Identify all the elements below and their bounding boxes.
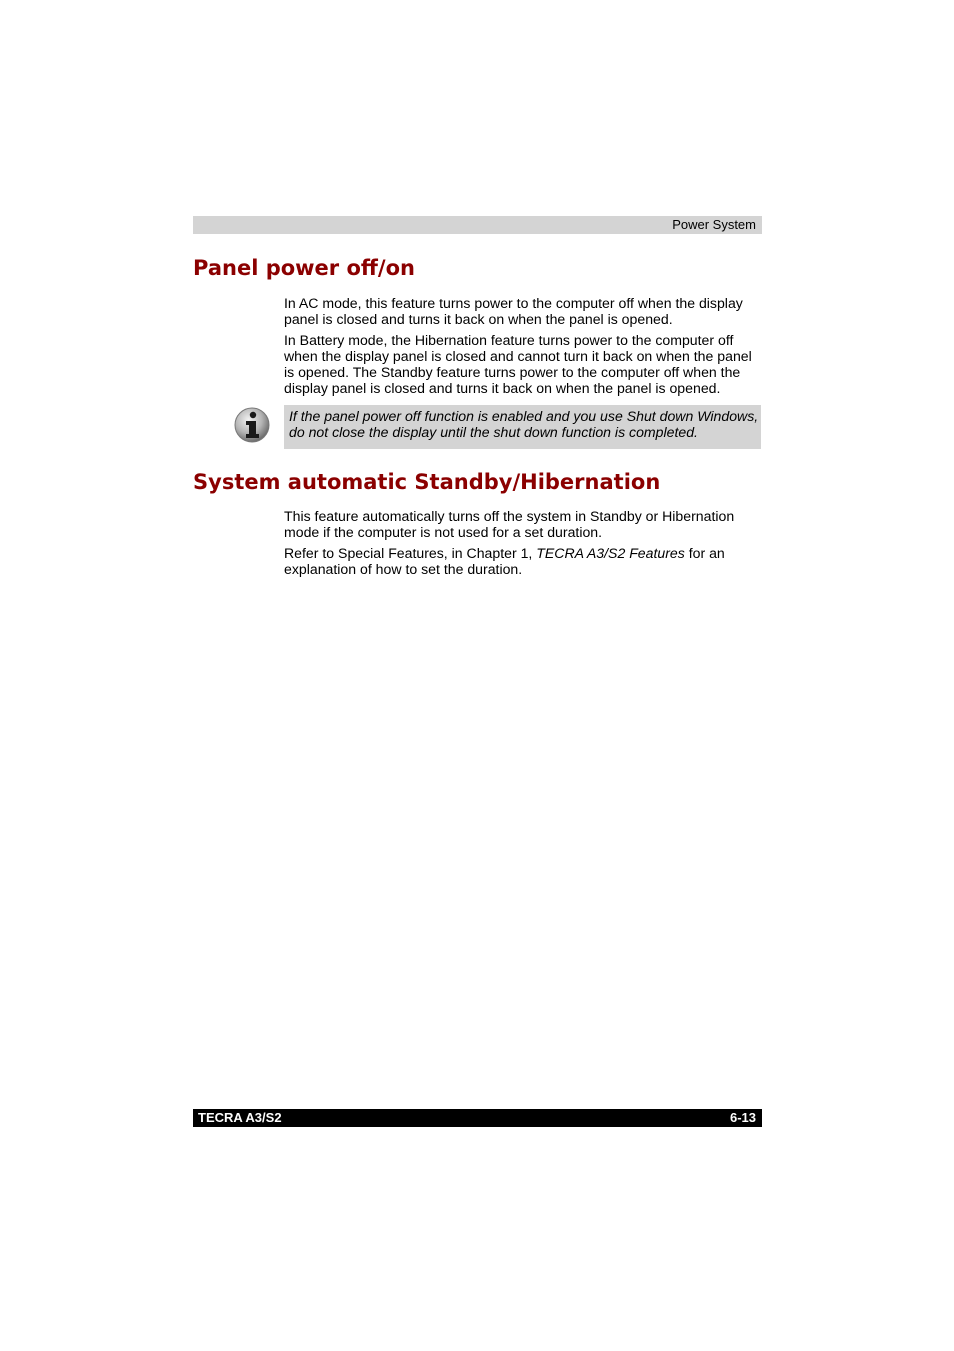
paragraph-reference: [284, 545, 762, 577]
note-text: If the panel power off function is enabled and you use Shut down Windows, do not close the display until the shut down function is completed.: [289, 408, 759, 441]
footer-page-number: 6-13: [729, 1110, 756, 1125]
running-header: [193, 216, 762, 234]
reference-suffix: for an explanation of how to set the duration.: [284, 545, 725, 578]
footer-product-name: TECRA A3/S2: [198, 1110, 282, 1125]
section-title-standby-hibernation: System automatic Standby/Hibernation: [193, 470, 661, 494]
reference-chapter-title: TECRA A3/S2 Features: [536, 545, 685, 561]
info-icon: [233, 406, 271, 444]
header-section-label: Power System: [672, 217, 756, 232]
paragraph-auto-standby: This feature automatically turns off the system in Standby or Hibernation mode if the computer is not used for a set duration.: [284, 508, 735, 541]
paragraph-battery-mode: In Battery mode, the Hibernation feature turns power to the computer off when the display panel is closed and cannot turn it back on when the panel is opened. The Standby feature turns power to the computer off when the display panel is closed and turns it back on when the panel is opened.: [284, 332, 752, 397]
note-box: [284, 405, 761, 449]
running-footer: [193, 1109, 762, 1127]
paragraph-ac-mode: In AC mode, this feature turns power to the computer off when the display panel is closed and turns it back on when the panel is opened.: [284, 295, 743, 328]
section-title-panel-power: Panel power off/on: [193, 256, 415, 280]
reference-prefix: Refer to Special Features, in Chapter 1,: [284, 545, 537, 561]
